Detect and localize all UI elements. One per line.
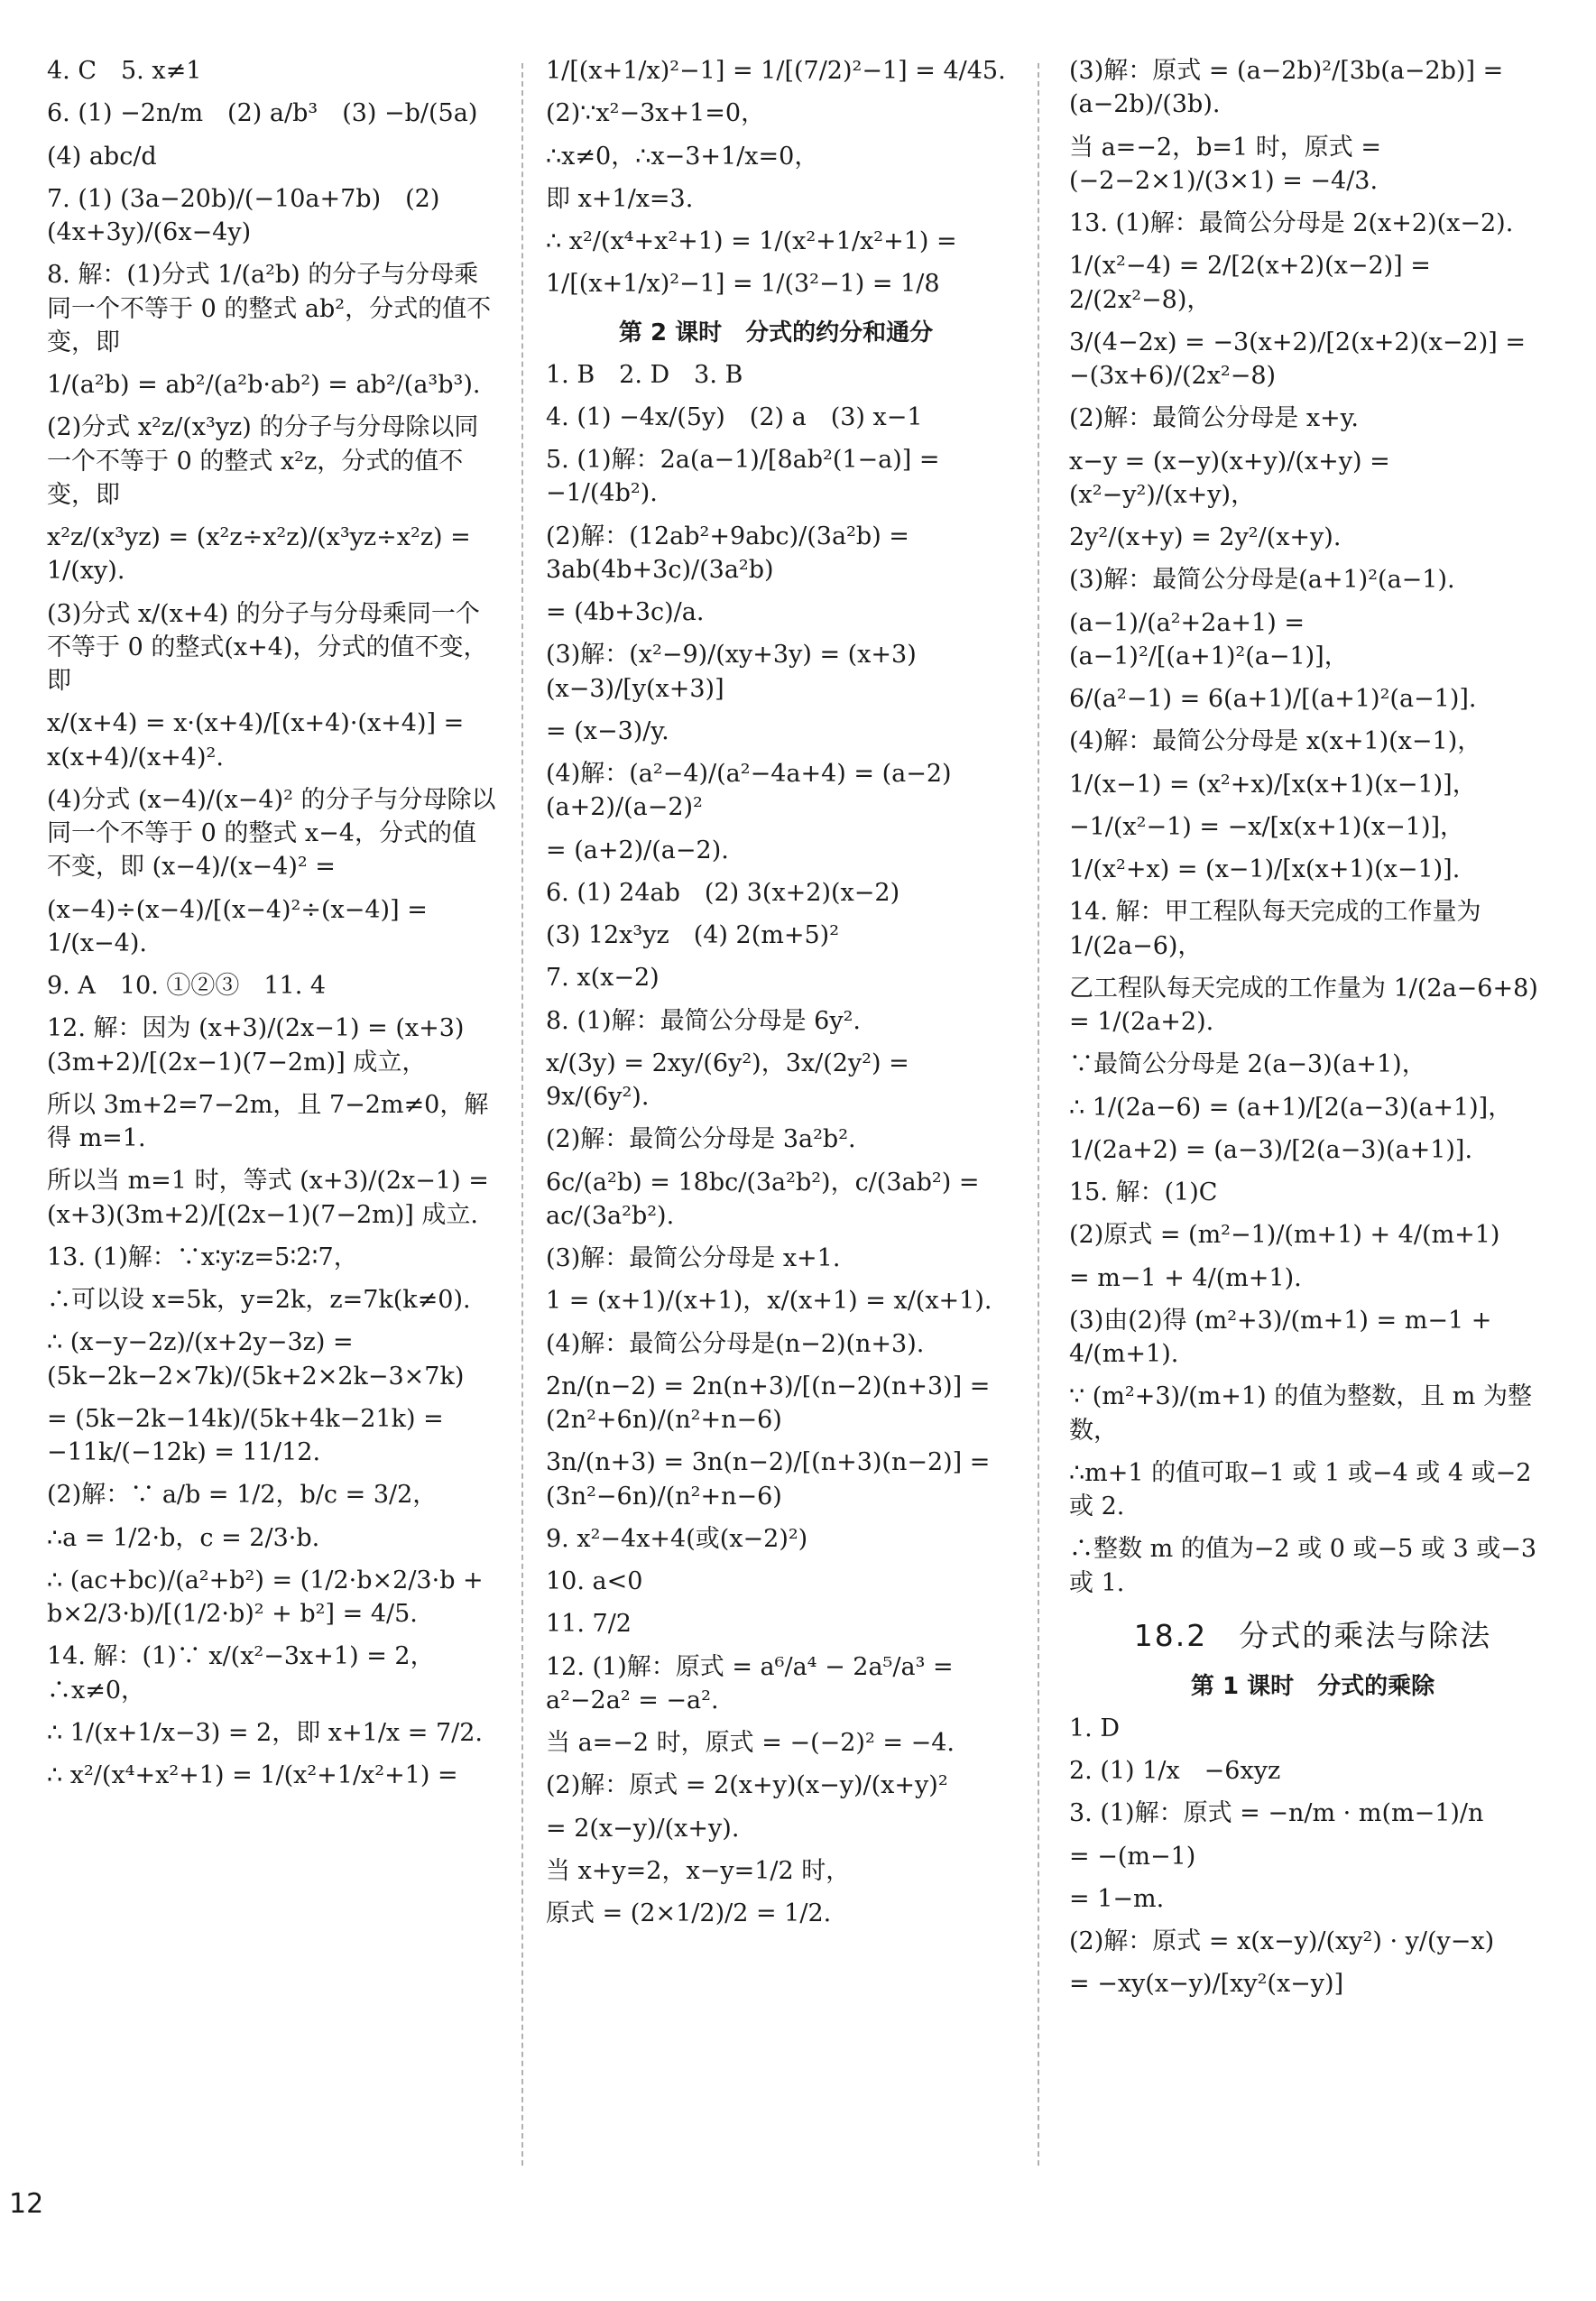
answer-line: 6. (1) −2n/m (2) a/b³ (3) −b/(5a): [47, 99, 478, 128]
answer-column-middle: [546, 54, 1006, 1939]
answer-line: (3)解：(x²−9)/(xy+3y) = (x+3)(x−3)/[y(x+3)]: [546, 641, 917, 703]
answer-line: 6/(a²−1) = 6(a+1)/[(a+1)²(a−1)].: [1069, 685, 1477, 713]
answer-line: 1. D: [1069, 1714, 1120, 1742]
answer-line: 7. (1) (3a−20b)/(−10a+7b) (2) (4x+3y)/(6x−4y): [47, 184, 447, 246]
answer-line: (4)解：(a²−4)/(a²−4a+4) = (a−2)(a+2)/(a−2)²: [546, 760, 952, 822]
answer-line: 4. (1) −4x/(5y) (2) a (3) x−1: [546, 402, 923, 431]
answer-line: 1/[(x+1/x)²−1] = 1/(3²−1) = 1/8: [546, 270, 940, 299]
answer-line: (2)解：(12ab²+9abc)/(3a²b) = 3ab(4b+3c)/(3a²b): [546, 522, 918, 584]
answer-line: x²z/(x³yz) = (x²z÷x²z)/(x³yz÷x²z) = 1/(xy).: [47, 523, 479, 586]
answer-line: 7. x(x−2): [546, 964, 660, 993]
answer-line: 2. (1) 1/x −6xyz: [1069, 1757, 1281, 1785]
answer-line: 第 1 课时 分式的乘除: [1190, 1672, 1435, 1700]
answer-line: x−y = (x−y)(x+y)/(x+y) = (x²−y²)/(x+y)，: [1069, 447, 1398, 509]
answer-line: ∴x≠0，∴x−3+1/x=0，: [546, 142, 819, 171]
page-number: 12: [9, 2188, 44, 2220]
answer-line: (3)解：最简公分母是(a+1)²(a−1).: [1069, 566, 1455, 595]
answer-line: (3) 12x³yz (4) 2(m+5)²: [546, 921, 840, 949]
answer-line: 14. 解：(1)∵ x/(x²−3x+1) = 2，∴x≠0，: [47, 1642, 435, 1705]
answer-line: (2)∵x²−3x+1=0，: [546, 99, 766, 128]
answer-line: 3n/(n+3) = 3n(n−2)/[(n+3)(n−2)] = (3n²−6n)/(n²+n−6): [546, 1448, 999, 1511]
answer-line: ∴ x²/(x⁴+x²+1) = 1/(x²+1/x²+1) =: [546, 227, 957, 255]
answer-line: = (5k−2k−14k)/(5k+4k−21k) = −11k/(−12k) = 11/12.: [47, 1404, 452, 1466]
answer-line: 11. 7/2: [546, 1610, 632, 1639]
column-divider-right: [1038, 63, 1039, 2166]
answer-line: (4)分式 (x−4)/(x−4)² 的分子与分母除以同一个不等于 0 的整式 x−4，分式的值不变，即 (x−4)/(x−4)² =: [47, 785, 496, 882]
answer-line: 1/(x²−4) = 2/[2(x+2)(x−2)] = 2/(2x²−8)，: [1069, 252, 1439, 314]
answer-line: (2)原式 = (m²−1)/(m+1) + 4/(m+1): [1069, 1221, 1500, 1250]
answer-line: −1/(x²−1) = −x/[x(x+1)(x−1)]，: [1069, 812, 1465, 841]
answer-line: ∴m+1 的值可取−1 或 1 或−4 或 4 或−2 或 2.: [1069, 1458, 1540, 1520]
answer-line: 1. B 2. D 3. B: [546, 360, 743, 389]
answer-line: 原式 = (2×1/2)/2 = 1/2.: [546, 1899, 832, 1927]
answer-line: ∴ 1/(2a−6) = (a+1)/[2(a−3)(a+1)]，: [1069, 1093, 1513, 1122]
answer-line: ∴整数 m 的值为−2 或 0 或−5 或 3 或−3 或 1.: [1069, 1535, 1545, 1597]
answer-line: 1/(x²+x) = (x−1)/[x(x+1)(x−1)].: [1069, 855, 1461, 883]
answer-line: x/(3y) = 2xy/(6y²)，3x/(2y²) = 9x/(6y²).: [546, 1049, 918, 1111]
answer-line: 15. 解：(1)C: [1069, 1178, 1218, 1206]
answer-line: 6c/(a²b) = 18bc/(3a²b²)，c/(3ab²) = ac/(3a²b²).: [546, 1168, 988, 1230]
answer-line: x/(x+4) = x·(x+4)/[(x+4)·(x+4)] = x(x+4)/(x+4)².: [47, 709, 472, 772]
answer-line: 3/(4−2x) = −3(x+2)/[2(x+2)(x−2)] = −(3x+6)/(2x²−8): [1069, 328, 1534, 390]
answer-line: ∴ 1/(x+1/x−3) = 2，即 x+1/x = 7/2.: [47, 1718, 483, 1747]
answer-line: (3)解：原式 = (a−2b)²/[3b(a−2b)] = (a−2b)/(3b).: [1069, 57, 1511, 119]
answer-line: 14. 解：甲工程队每天完成的工作量为 1/(2a−6)，: [1069, 898, 1490, 960]
answer-line: 10. a<0: [546, 1567, 643, 1595]
answer-line: 当 x+y=2，x−y=1/2 时，: [546, 1856, 851, 1885]
answer-line: (2)解：∵ a/b = 1/2，b/c = 3/2，: [47, 1481, 438, 1510]
answer-line: (4)解：最简公分母是(n−2)(n+3).: [546, 1329, 925, 1358]
answer-line: = m−1 + 4/(m+1).: [1069, 1263, 1302, 1292]
answer-line: (2)解：最简公分母是 3a²b².: [546, 1125, 856, 1154]
answer-line: 9. x²−4x+4(或(x−2)²): [546, 1524, 808, 1553]
answer-line: (2)解：原式 = x(x−y)/(xy²) · y/(y−x): [1069, 1927, 1495, 1955]
answer-line: (a−1)/(a²+2a+1) = (a−1)²/[(a+1)²(a−1)]，: [1069, 608, 1349, 670]
answer-line: 18.2 分式的乘法与除法: [1133, 1617, 1492, 1653]
answer-line: = (4b+3c)/a.: [546, 598, 705, 626]
answer-line: (2)解：原式 = 2(x+y)(x−y)/(x+y)²: [546, 1771, 948, 1800]
answer-line: ∵ (m²+3)/(m+1) 的值为整数，且 m 为整数，: [1069, 1382, 1532, 1445]
answer-line: (x−4)÷(x−4)/[(x−4)²÷(x−4)] = 1/(x−4).: [47, 895, 436, 957]
answer-line: 9. A 10. ①②③ 11. 4: [47, 972, 327, 1000]
answer-line: 即 x+1/x=3.: [546, 184, 694, 213]
answer-line: 13. (1)解：最简公分母是 2(x+2)(x−2).: [1069, 209, 1514, 237]
answer-line: 1/(2a+2) = (a−3)/[2(a−3)(a+1)].: [1069, 1135, 1473, 1164]
answer-line: 1/(a²b) = ab²/(a²b·ab²) = ab²/(a³b³).: [47, 371, 481, 399]
answer-line: = (a+2)/(a−2).: [546, 836, 729, 864]
answer-line: 2n/(n−2) = 2n(n+3)/[(n−2)(n+3)] = (2n²+6n)/(n²+n−6): [546, 1372, 999, 1434]
answer-line: ∴ x²/(x⁴+x²+1) = 1/(x²+1/x²+1) =: [47, 1761, 458, 1789]
answer-line: 1 = (x+1)/(x+1)，x/(x+1) = x/(x+1).: [546, 1287, 992, 1316]
answer-line: (2)解：最简公分母是 x+y.: [1069, 404, 1359, 433]
answer-line: 6. (1) 24ab (2) 3(x+2)(x−2): [546, 878, 900, 907]
answer-line: 1/(x−1) = (x²+x)/[x(x+1)(x−1)]，: [1069, 770, 1477, 799]
answer-line: 当 a=−2 时，原式 = −(−2)² = −4.: [546, 1729, 955, 1757]
answer-column-right: [1069, 54, 1556, 2010]
answer-line: 1/[(x+1/x)²−1] = 1/[(7/2)²−1] = 4/45.: [546, 57, 1006, 85]
answer-line: 5. (1)解：2a(a−1)/[8ab²(1−a)] = −1/(4b²).: [546, 446, 948, 508]
answer-line: 3. (1)解：原式 = −n/m · m(m−1)/n: [1069, 1799, 1484, 1828]
answer-line: 13. (1)解：∵x∶y∶z=5∶2∶7，: [47, 1243, 358, 1271]
answer-line: ∴a = 1/2·b，c = 2/3·b.: [47, 1523, 320, 1552]
answer-line: (4)解：最简公分母是 x(x+1)(x−1)，: [1069, 727, 1482, 756]
answer-line: 乙工程队每天完成的工作量为 1/(2a−6+8) = 1/(2a+2).: [1069, 974, 1546, 1036]
answer-line: ∴可以设 x=5k，y=2k，z=7k(k≠0).: [47, 1286, 471, 1314]
column-divider-left: [521, 63, 523, 2166]
answer-line: ∴ (ac+bc)/(a²+b²) = (1/2·b×2/3·b + b×2/3·b)/[(1/2·b)² + b²] = 4/5.: [47, 1566, 492, 1628]
answer-line: ∵最简公分母是 2(a−3)(a+1)，: [1069, 1050, 1426, 1079]
answer-line: 所以 3m+2=7−2m，且 7−2m≠0，解得 m=1.: [47, 1090, 489, 1152]
answer-line: = −(m−1): [1069, 1842, 1196, 1871]
answer-line: (2)分式 x²z/(x³yz) 的分子与分母除以同一个不等于 0 的整式 x²z，分式的值不变，即: [47, 413, 479, 509]
answer-line: 4. C 5. x≠1: [47, 57, 202, 85]
answer-line: 12. 解：因为 (x+3)/(2x−1) = (x+3)(3m+2)/[(2x−1)(7−2m)] 成立，: [47, 1014, 465, 1077]
answer-line: 2y²/(x+y) = 2y²/(x+y).: [1069, 523, 1342, 551]
answer-line: 8. (1)解：最简公分母是 6y².: [546, 1006, 862, 1035]
answer-column-left: [47, 54, 498, 1801]
answer-line: = −xy(x−y)/[xy²(x−y)]: [1069, 1970, 1344, 1999]
answer-line: = 1−m.: [1069, 1884, 1165, 1913]
answer-line: ∴ (x−y−2z)/(x+2y−3z) = (5k−2k−2×7k)/(5k+2×2k−3×7k): [47, 1328, 465, 1391]
answer-line: 第 2 课时 分式的约分和通分: [618, 319, 934, 347]
answer-line: 当 a=−2，b=1 时，原式 = (−2−2×1)/(3×1) = −4/3.: [1069, 133, 1389, 195]
answer-line: (4) abc/d: [47, 142, 157, 171]
answer-line: (3)解：最简公分母是 x+1.: [546, 1244, 841, 1272]
answer-line: 8. 解：(1)分式 1/(a²b) 的分子与分母乘同一个不等于 0 的整式 ab²，分式的值不变，即: [47, 261, 492, 356]
answer-line: = 2(x−y)/(x+y).: [546, 1814, 740, 1843]
answer-line: (3)分式 x/(x+4) 的分子与分母乘同一个不等于 0 的整式(x+4)，分式的值不变，即: [47, 599, 488, 695]
answer-line: 12. (1)解：原式 = a⁶/a⁴ − 2a⁵/a³ = a²−2a² = −a².: [546, 1652, 962, 1714]
answer-line: (3)由(2)得 (m²+3)/(m+1) = m−1 + 4/(m+1).: [1069, 1306, 1499, 1368]
answer-line: = (x−3)/y.: [546, 716, 669, 745]
answer-line: 所以当 m=1 时，等式 (x+3)/(2x−1) = (x+3)(3m+2)/[(2x−1)(7−2m)] 成立.: [47, 1167, 497, 1229]
